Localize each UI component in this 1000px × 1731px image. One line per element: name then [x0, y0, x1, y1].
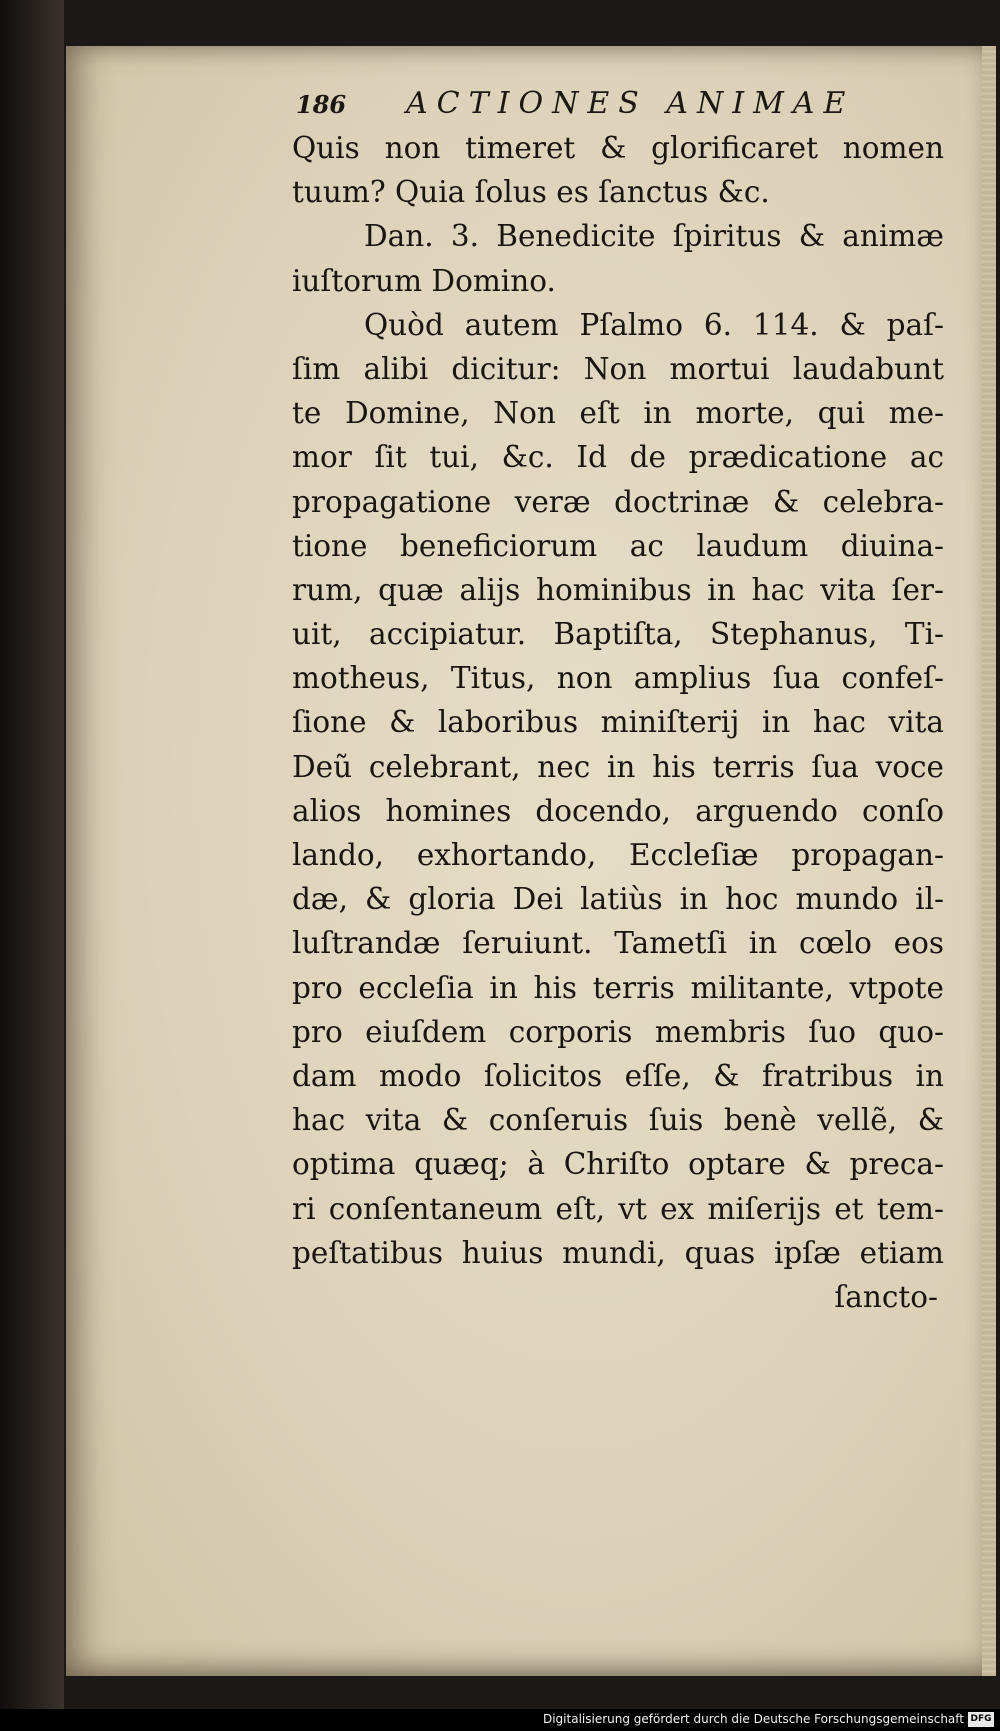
- text-line: motheus, Titus, non amplius ſua confeſ-: [292, 661, 944, 696]
- text-line: Deũ celebrant, nec in his terris ſua voce: [292, 749, 944, 784]
- text-line: optima quæq; à Chriſto optare & preca-: [292, 1147, 944, 1182]
- text-line: uit, accipiatur. Baptiſta, Stephanus, Ti-: [292, 617, 944, 652]
- text-line: rum, quæ alijs hominibus in hac vita ſer-: [292, 572, 944, 607]
- text-line: luſtrandæ ſeruiunt. Tametſi in cœlo eos: [292, 926, 944, 961]
- text-line: Quis non timeret & glorificaret nomen: [292, 131, 944, 165]
- text-line: ri conſentaneum eſt, vt ex miſerijs et tem-: [292, 1191, 944, 1226]
- dfg-logo-icon: DFG: [968, 1712, 994, 1727]
- text-line: mor ſit tui, &c. Id de prædicatione ac: [292, 440, 944, 475]
- catchword: ſancto-: [834, 1279, 938, 1314]
- text-line: hac vita & conſeruis ſuis benè vellẽ, &: [292, 1103, 944, 1138]
- text-line: alios homines docendo, arguendo conſo: [292, 793, 944, 828]
- text-line: te Domine, Non eſt in morte, qui me-: [292, 396, 944, 431]
- text-line: pro eiuſdem corporis membris ſuo quo-: [292, 1014, 944, 1049]
- book-binding: [0, 0, 64, 1731]
- text-line: propagatione veræ doctrinæ & celebra-: [292, 484, 944, 519]
- text-line: pro eccleſia in his terris militante, vtpote: [292, 970, 944, 1005]
- text-line: Dan. 3. Benedicite ſpiritus & animæ: [364, 219, 944, 254]
- text-line: iuſtorum Domino.: [292, 263, 556, 298]
- header-title: ACTIONES ANIMAE: [406, 86, 855, 121]
- text-line: ſim alibi dicitur: Non mortui laudabunt: [292, 351, 944, 386]
- page-number: 186: [296, 90, 347, 119]
- text-line: dam modo ſolicitos eſſe, & fratribus in: [292, 1058, 944, 1093]
- text-line: ſione & laboribus miniſterij in hac vita: [292, 705, 944, 740]
- text-line: Quòd autem Pſalmo 6. 114. & paſ-: [364, 307, 944, 342]
- text-line: tione beneficiorum ac laudum diuina-: [292, 528, 944, 563]
- text-block: [292, 126, 944, 1319]
- funding-notice: Digitalisierung gefördert durch die Deutsche Forschungsgemeinschaft: [542, 1712, 964, 1726]
- text-line: tuum? Quia ſolus es ſanctus &c.: [292, 175, 770, 210]
- text-line: dæ, & gloria Dei latiùs in hoc mundo il-: [292, 882, 944, 917]
- text-line: lando, exhortando, Eccleſiæ propagan-: [292, 838, 944, 872]
- book-page: [66, 46, 996, 1676]
- footer-bar: [0, 1709, 1000, 1731]
- page-edge: [982, 46, 996, 1676]
- text-line: peſtatibus huius mundi, quas ipſæ etiam: [292, 1235, 944, 1270]
